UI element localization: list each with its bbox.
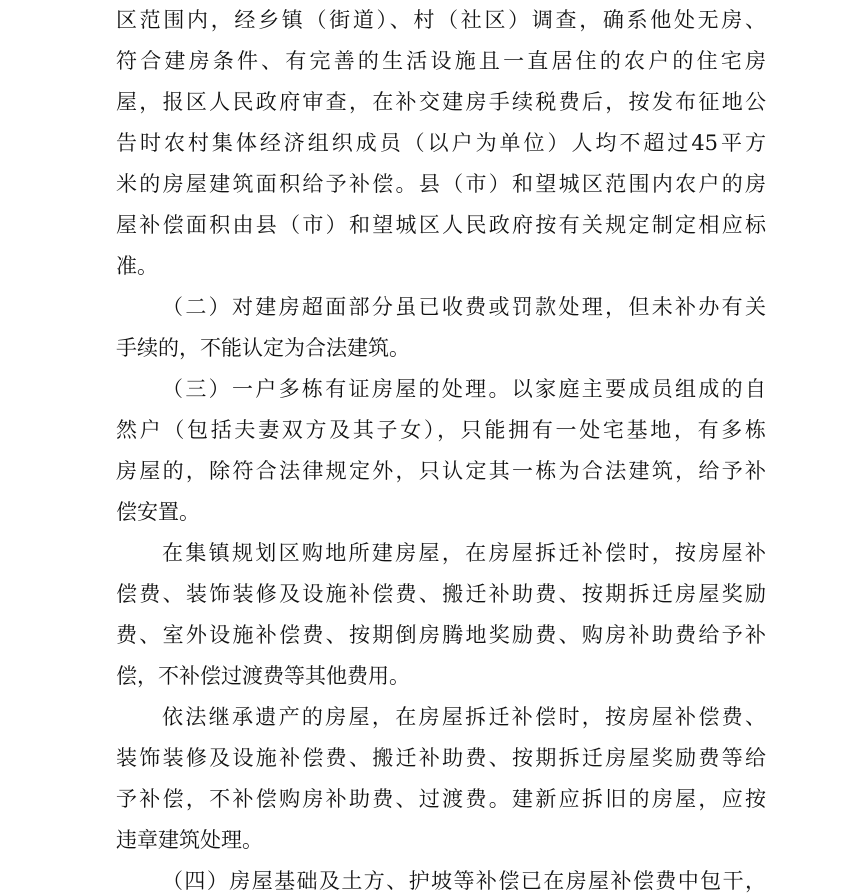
text-line: 区范围内，经乡镇（街道）、村（社区）调查，确系他处无房、 xyxy=(116,8,766,32)
text-line: 费、室外设施补偿费、按期倒房腾地奖励费、购房补助费给予补 xyxy=(116,623,766,647)
text-line: 违章建筑处理。 xyxy=(116,828,263,852)
text-line: 偿费、装饰装修及设施补偿费、搬迁补助费、按期拆迁房屋奖励 xyxy=(116,582,766,606)
text-line: 装饰装修及设施补偿费、搬迁补助费、按期拆迁房屋奖励费等给 xyxy=(116,746,766,770)
text-line: 告时农村集体经济组织成员（以户为单位）人均不超过45平方 xyxy=(116,131,766,155)
document-body xyxy=(116,0,766,896)
paragraph-start-line: （三）一户多栋有证房屋的处理。以家庭主要成员组成的自 xyxy=(162,377,766,401)
paragraph-start-line: 依法继承遗产的房屋，在房屋拆迁补偿时，按房屋补偿费、 xyxy=(162,705,766,729)
text-line: 偿，不补偿过渡费等其他费用。 xyxy=(116,664,410,688)
paragraph-start-line: （二）对建房超面部分虽已收费或罚款处理，但未补办有关 xyxy=(162,295,766,319)
paragraph-start-line: （四）房屋基础及土方、护坡等补偿已在房屋补偿费中包干， xyxy=(162,869,766,893)
text-line: 屋补偿面积由县（市）和望城区人民政府按有关规定制定相应标 xyxy=(116,213,766,237)
text-line: 符合建房条件、有完善的生活设施且一直居住的农户的住宅房 xyxy=(116,49,766,73)
text-line: 予补偿，不补偿购房补助费、过渡费。建新应拆旧的房屋，应按 xyxy=(116,787,766,811)
text-line: 米的房屋建筑面积给予补偿。县（市）和望城区范围内农户的房 xyxy=(116,172,766,196)
text-line: 然户（包括夫妻双方及其子女），只能拥有一处宅基地，有多栋 xyxy=(116,418,766,442)
text-line: 偿安置。 xyxy=(116,500,200,524)
text-line: 屋，报区人民政府审查，在补交建房手续税费后，按发布征地公 xyxy=(116,90,766,114)
text-line: 房屋的，除符合法律规定外，只认定其一栋为合法建筑，给予补 xyxy=(116,459,766,483)
text-line: 准。 xyxy=(116,254,158,278)
paragraph-start-line: 在集镇规划区购地所建房屋，在房屋拆迁补偿时，按房屋补 xyxy=(162,541,766,565)
text-line: 手续的，不能认定为合法建筑。 xyxy=(116,336,410,360)
